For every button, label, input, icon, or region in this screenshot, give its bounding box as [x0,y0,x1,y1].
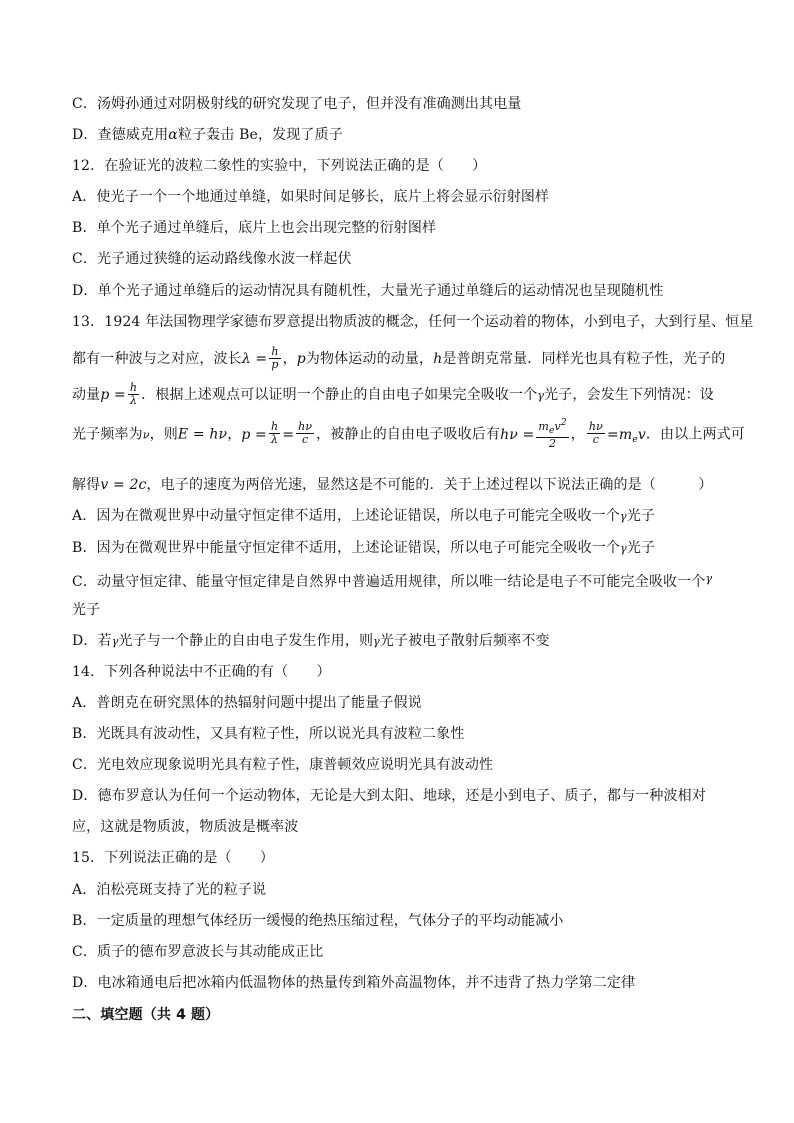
q11-option-c: C．汤姆孙通过对阴极射线的研究发现了电子，但并没有准确测出其电量 [72,96,522,112]
q12-option-c: C．光子通过狭缝的运动路线像水波一样起伏 [72,251,352,267]
q13b-text-post: 光子 [626,540,656,556]
h-over-lambda-fraction-2 [269,421,280,446]
q13-option-c-cont: 光子 [72,602,101,618]
q13a-text-post: 光子 [626,508,656,524]
q13-l3-text-c: 光子，会发生下列情况：设 [544,387,714,403]
energy-absorption-formula [500,418,571,450]
frac-num-h: h [271,344,279,358]
q13-l4-text-a: 光子频率为 [72,426,143,443]
q14-option-c: C．光电效应现象说明光具有粒子性，康普顿效应说明光具有波动性 [72,757,494,773]
kinetic-energy-fraction [536,417,568,450]
section-heading-fill-in: 二、填空题（共 4 题） [72,1007,220,1023]
frac-num-hnu-2: hν [588,420,603,433]
v-eq-2c-formula: v = 2c [100,477,147,493]
gamma-symbol-a: γ [619,510,627,523]
velocity-v-2: v [637,426,646,443]
frac-den-lambda: λ [129,393,138,407]
q13-l2-text-b: ， [282,351,297,367]
mass-m: m [538,420,550,433]
frac-den-lambda-2: λ [271,433,279,446]
equals-sign: = [282,426,295,443]
q13-option-c [72,569,724,589]
lambda-eq: λ = [241,351,268,367]
gamma-symbol-b: γ [620,542,627,555]
frac-den-p: p [271,357,279,371]
q13-l3-text-a: 动量 [72,387,101,403]
q15-stem: 15．下列说法正确的是（ ） [72,850,275,866]
q13d-text-post: 光子被电子散射后频率不变 [379,633,550,649]
q13-l2-text-c: 为物体运动的动量， [305,351,434,367]
q13-l4-text-c: ， [227,426,242,443]
subscript-e-2: e [632,434,638,445]
q12-option-a: A．使光子一个一个地通过单缝，如果时间足够长，底片上将会显示衍射图样 [72,189,550,205]
q13b-text-pre: B．因为在微观世界中能量守恒定律不适用，上述论证错误，所以电子可能完全吸收一个 [72,540,621,556]
alpha-symbol: α [168,127,178,143]
wavelength-formula [241,344,283,371]
subscript-e: e [549,426,555,436]
energy-formula: E = hν [177,426,228,443]
h-over-p-fraction [269,346,280,371]
q11d-text-post: 粒子轰击 Be，发现了质子 [177,127,343,143]
q13-stem-line2 [72,346,724,372]
q13-stem-line3 [72,382,724,408]
q15-option-a: A．泊松亮斑支持了光的粒子说 [72,882,267,898]
q13-stem-line4 [72,418,745,450]
p-eq-2: p = [241,426,267,443]
q15-option-d: D．电冰箱通电后把冰箱内低温物体的热量传到箱外高温物体，并不违背了热力学第二定律 [72,975,636,991]
q15-option-b: B．一定质量的理想气体经历一缓慢的绝热压缩过程，气体分子的平均动能减小 [72,913,564,929]
q13-l5-text-a: 解得 [72,477,101,493]
hnu-eq: hν = [500,426,535,443]
planck-symbol: h [433,351,443,367]
q13-l2-text-d: 是普朗克常量．同样光也具有粒子性，光子的 [442,351,726,367]
gamma-symbol-c: γ [705,572,713,585]
frac-num-mev2 [536,417,568,438]
q13-option-a [72,506,724,526]
q13d-text-mid: 光子与一个静止的自由电子发生作用，则 [118,633,374,649]
q12-stem: 12．在验证光的波粒二象性的实验中，下列说法正确的是（ ） [72,158,487,174]
q11-option-d [72,125,724,145]
q14-option-a: A．普朗克在研究黑体的热辐射问题中提出了能量子假说 [72,695,422,711]
frac-den-c-2: c [592,433,600,446]
q11d-text-pre: D．查德威克用 [72,127,169,143]
gamma-symbol-d1: γ [111,635,119,648]
q12-option-d: D．单个光子通过单缝后的运动情况具有随机性，大量光子通过单缝后的运动情况也呈现随机性 [72,283,664,299]
velocity-v: v [554,420,561,433]
q13-l5-text-b: ，电子的速度为两倍光速，显然这是不可能的．关于上述过程以下说法正确的是（ ） [146,477,713,493]
q14-option-b: B．光既具有波动性，又具有粒子性，所以说光具有波粒二象性 [72,726,465,742]
p-eq: p = [100,387,126,403]
q14-option-d-cont: 应，这就是物质波，物质波是概率波 [72,819,299,835]
q13-l2-text-a: 都有一种波与之对应，波长 [72,351,242,367]
q13c-text-pre: C．动量守恒定律、能量守恒定律是自然界中普遍适用规律，所以唯一结论是电子不可能完全吸收一个 [72,574,706,590]
q13-stem-line5 [72,475,724,495]
hnu-over-c-fraction [296,421,314,446]
hnu-over-c-fraction-2 [587,421,605,446]
frac-den-c: c [301,433,309,446]
frac-num-h3: h [270,420,279,433]
h-over-lambda-fraction [128,382,139,407]
q13-l4-text-f: ．由以上两式可 [645,426,745,443]
frac-den-2: 2 [549,437,557,450]
q12-option-b: B．单个光子通过单缝后，底片上也会出现完整的衍射图样 [72,220,437,236]
q13-option-d [72,631,724,651]
q13d-text-pre: D．若 [72,633,112,649]
q13-l3-text-b: ．根据上述观点可以证明一个静止的自由电子如果完全吸收一个 [141,387,538,403]
q13-l4-text-b: ，则 [149,426,178,443]
momentum-symbol: p [296,351,306,367]
gamma-symbol: γ [537,389,545,402]
q14-stem: 14．下列各种说法中不正确的有（ ） [72,664,331,680]
superscript-2: 2 [560,418,567,428]
gamma-symbol-d2: γ [373,635,380,648]
q14-option-d: D．德布罗意认为任何一个运动物体，无论是大到太阳、地球，还是小到电子、质子，都与一种波相对 [72,788,706,804]
nu-symbol: ν [142,428,150,442]
momentum-formula [100,380,141,407]
q13-option-b [72,538,724,558]
mass-m-2: m [618,426,633,443]
frac-num-h2: h [129,380,138,394]
q13-stem-line1: 13．1924 年法国物理学家德布罗意提出物质波的概念，任何一个运动着的物体，小到电子，大到行星、恒星 [72,314,754,330]
q13a-text-pre: A．因为在微观世界中动量守恒定律不适用，上述论证错误，所以电子可能完全吸收一个 [72,508,620,524]
q13-l4-text-d: ，被静止的自由电子吸收后有 [316,426,501,443]
frac-num-hnu: hν [298,420,313,433]
q13-l4-text-e: ， [570,426,585,443]
q15-option-c: C．质子的德布罗意波长与其动能成正比 [72,944,324,960]
equals-sign-2: = [607,426,619,443]
